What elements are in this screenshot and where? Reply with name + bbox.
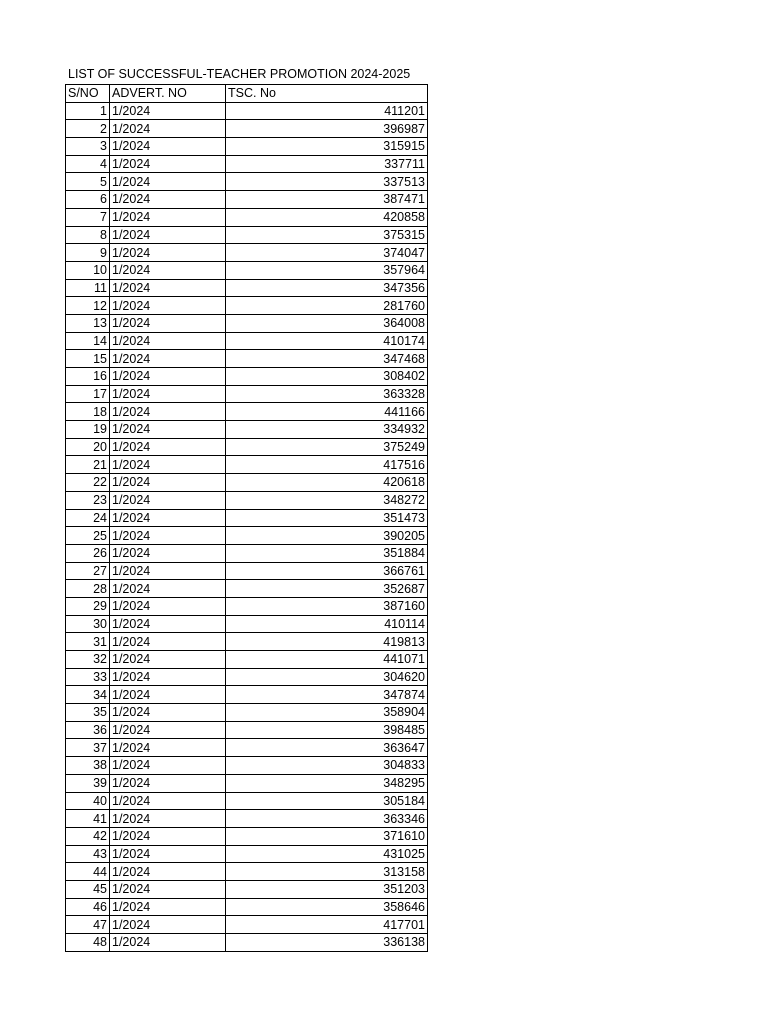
advert-no-cell: 1/2024 [110, 898, 226, 916]
advert-no-cell: 1/2024 [110, 527, 226, 545]
table-row [66, 651, 428, 669]
tsc-no-cell: 308402 [226, 368, 428, 386]
advert-no-cell: 1/2024 [110, 739, 226, 757]
sno-cell: 9 [66, 244, 110, 262]
advert-no-cell: 1/2024 [110, 403, 226, 421]
tsc-no-cell: 352687 [226, 580, 428, 598]
tsc-no-cell: 364008 [226, 314, 428, 332]
sno-cell: 7 [66, 208, 110, 226]
tsc-no-cell: 363346 [226, 810, 428, 828]
advert-no-cell: 1/2024 [110, 916, 226, 934]
tsc-no-cell: 348295 [226, 774, 428, 792]
sno-cell: 28 [66, 580, 110, 598]
tsc-no-cell: 374047 [226, 244, 428, 262]
tsc-no-cell: 313158 [226, 863, 428, 881]
tsc-no-cell: 348272 [226, 491, 428, 509]
tsc-no-cell: 441166 [226, 403, 428, 421]
advert-no-cell: 1/2024 [110, 191, 226, 209]
table-row [66, 704, 428, 722]
sno-cell: 15 [66, 350, 110, 368]
advert-no-cell: 1/2024 [110, 845, 226, 863]
sno-cell: 36 [66, 721, 110, 739]
table-row [66, 739, 428, 757]
sno-cell: 17 [66, 385, 110, 403]
advert-no-cell: 1/2024 [110, 279, 226, 297]
tsc-no-cell: 441071 [226, 651, 428, 669]
table-row [66, 527, 428, 545]
sno-cell: 2 [66, 120, 110, 138]
table-body [66, 102, 428, 951]
advert-no-cell: 1/2024 [110, 562, 226, 580]
advert-no-cell: 1/2024 [110, 757, 226, 775]
advert-no-cell: 1/2024 [110, 261, 226, 279]
advert-no-cell: 1/2024 [110, 456, 226, 474]
advert-no-cell: 1/2024 [110, 138, 226, 156]
table-row [66, 774, 428, 792]
table-row [66, 916, 428, 934]
sno-cell: 21 [66, 456, 110, 474]
tsc-no-cell: 371610 [226, 827, 428, 845]
tsc-no-cell: 347468 [226, 350, 428, 368]
sno-cell: 26 [66, 544, 110, 562]
tsc-no-cell: 304620 [226, 668, 428, 686]
tsc-no-cell: 363647 [226, 739, 428, 757]
table-row [66, 544, 428, 562]
sno-cell: 16 [66, 368, 110, 386]
advert-no-cell: 1/2024 [110, 721, 226, 739]
table-row [66, 244, 428, 262]
table-row [66, 438, 428, 456]
advert-no-cell: 1/2024 [110, 297, 226, 315]
table-row [66, 934, 428, 952]
sno-cell: 45 [66, 880, 110, 898]
advert-no-cell: 1/2024 [110, 244, 226, 262]
sno-cell: 10 [66, 261, 110, 279]
sno-cell: 11 [66, 279, 110, 297]
advert-no-cell: 1/2024 [110, 102, 226, 120]
tsc-no-cell: 315915 [226, 138, 428, 156]
tsc-no-cell: 375249 [226, 438, 428, 456]
table-row [66, 597, 428, 615]
advert-no-cell: 1/2024 [110, 173, 226, 191]
table-row [66, 208, 428, 226]
advert-no-cell: 1/2024 [110, 810, 226, 828]
table-row [66, 297, 428, 315]
table-row [66, 350, 428, 368]
table-row [66, 827, 428, 845]
advert-no-cell: 1/2024 [110, 155, 226, 173]
tsc-no-cell: 390205 [226, 527, 428, 545]
tsc-no-cell: 417516 [226, 456, 428, 474]
table-row [66, 615, 428, 633]
table-row [66, 491, 428, 509]
tsc-no-cell: 347356 [226, 279, 428, 297]
table-row [66, 721, 428, 739]
sno-cell: 22 [66, 474, 110, 492]
sno-cell: 5 [66, 173, 110, 191]
advert-no-cell: 1/2024 [110, 509, 226, 527]
sno-cell: 31 [66, 633, 110, 651]
tsc-no-cell: 398485 [226, 721, 428, 739]
table-row [66, 686, 428, 704]
table-row [66, 261, 428, 279]
tsc-no-cell: 281760 [226, 297, 428, 315]
advert-no-cell: 1/2024 [110, 208, 226, 226]
table-row [66, 898, 428, 916]
table-row [66, 368, 428, 386]
tsc-no-cell: 304833 [226, 757, 428, 775]
promotion-table [65, 84, 428, 952]
tsc-no-cell: 358904 [226, 704, 428, 722]
tsc-no-cell: 357964 [226, 261, 428, 279]
advert-no-cell: 1/2024 [110, 934, 226, 952]
tsc-no-cell: 358646 [226, 898, 428, 916]
advert-no-cell: 1/2024 [110, 314, 226, 332]
table-row [66, 279, 428, 297]
header-advert-no: ADVERT. NO [110, 85, 226, 103]
advert-no-cell: 1/2024 [110, 597, 226, 615]
sno-cell: 6 [66, 191, 110, 209]
table-row [66, 863, 428, 881]
advert-no-cell: 1/2024 [110, 438, 226, 456]
tsc-no-cell: 363328 [226, 385, 428, 403]
sno-cell: 40 [66, 792, 110, 810]
advert-no-cell: 1/2024 [110, 686, 226, 704]
sno-cell: 18 [66, 403, 110, 421]
advert-no-cell: 1/2024 [110, 332, 226, 350]
sno-cell: 23 [66, 491, 110, 509]
sno-cell: 4 [66, 155, 110, 173]
sno-cell: 8 [66, 226, 110, 244]
advert-no-cell: 1/2024 [110, 421, 226, 439]
tsc-no-cell: 387471 [226, 191, 428, 209]
table-row [66, 173, 428, 191]
sno-cell: 13 [66, 314, 110, 332]
table-row [66, 810, 428, 828]
advert-no-cell: 1/2024 [110, 668, 226, 686]
advert-no-cell: 1/2024 [110, 704, 226, 722]
table-row [66, 562, 428, 580]
sno-cell: 47 [66, 916, 110, 934]
advert-no-cell: 1/2024 [110, 615, 226, 633]
table-header-row [66, 85, 428, 103]
sno-cell: 35 [66, 704, 110, 722]
advert-no-cell: 1/2024 [110, 120, 226, 138]
tsc-no-cell: 337711 [226, 155, 428, 173]
table-row [66, 633, 428, 651]
tsc-no-cell: 334932 [226, 421, 428, 439]
table-row [66, 403, 428, 421]
sno-cell: 34 [66, 686, 110, 704]
tsc-no-cell: 419813 [226, 633, 428, 651]
table-row [66, 155, 428, 173]
sno-cell: 20 [66, 438, 110, 456]
sno-cell: 48 [66, 934, 110, 952]
tsc-no-cell: 351203 [226, 880, 428, 898]
sno-cell: 39 [66, 774, 110, 792]
sno-cell: 32 [66, 651, 110, 669]
tsc-no-cell: 417701 [226, 916, 428, 934]
sno-cell: 19 [66, 421, 110, 439]
tsc-no-cell: 396987 [226, 120, 428, 138]
tsc-no-cell: 387160 [226, 597, 428, 615]
table-row [66, 385, 428, 403]
tsc-no-cell: 410174 [226, 332, 428, 350]
sno-cell: 29 [66, 597, 110, 615]
sno-cell: 44 [66, 863, 110, 881]
advert-no-cell: 1/2024 [110, 385, 226, 403]
table-row [66, 792, 428, 810]
sno-cell: 37 [66, 739, 110, 757]
header-sno: S/NO [66, 85, 110, 103]
table-row [66, 880, 428, 898]
header-tsc-no: TSC. No [226, 85, 428, 103]
table-row [66, 138, 428, 156]
sno-cell: 46 [66, 898, 110, 916]
advert-no-cell: 1/2024 [110, 368, 226, 386]
table-row [66, 456, 428, 474]
table-row [66, 845, 428, 863]
advert-no-cell: 1/2024 [110, 474, 226, 492]
sno-cell: 41 [66, 810, 110, 828]
sno-cell: 43 [66, 845, 110, 863]
advert-no-cell: 1/2024 [110, 633, 226, 651]
tsc-no-cell: 431025 [226, 845, 428, 863]
sno-cell: 33 [66, 668, 110, 686]
tsc-no-cell: 351884 [226, 544, 428, 562]
advert-no-cell: 1/2024 [110, 580, 226, 598]
tsc-no-cell: 420858 [226, 208, 428, 226]
sno-cell: 3 [66, 138, 110, 156]
advert-no-cell: 1/2024 [110, 651, 226, 669]
document-title: LIST OF SUCCESSFUL-TEACHER PROMOTION 2024-2025 [68, 67, 411, 81]
table-row [66, 509, 428, 527]
advert-no-cell: 1/2024 [110, 792, 226, 810]
advert-no-cell: 1/2024 [110, 491, 226, 509]
advert-no-cell: 1/2024 [110, 880, 226, 898]
advert-no-cell: 1/2024 [110, 774, 226, 792]
sno-cell: 14 [66, 332, 110, 350]
table-row [66, 102, 428, 120]
table-row [66, 226, 428, 244]
table-row [66, 580, 428, 598]
table-row [66, 474, 428, 492]
sno-cell: 30 [66, 615, 110, 633]
sno-cell: 38 [66, 757, 110, 775]
advert-no-cell: 1/2024 [110, 350, 226, 368]
tsc-no-cell: 351473 [226, 509, 428, 527]
advert-no-cell: 1/2024 [110, 226, 226, 244]
table-row [66, 332, 428, 350]
sno-cell: 24 [66, 509, 110, 527]
sno-cell: 1 [66, 102, 110, 120]
table-row [66, 757, 428, 775]
tsc-no-cell: 410114 [226, 615, 428, 633]
sno-cell: 25 [66, 527, 110, 545]
sno-cell: 42 [66, 827, 110, 845]
sno-cell: 27 [66, 562, 110, 580]
tsc-no-cell: 366761 [226, 562, 428, 580]
table-row [66, 421, 428, 439]
tsc-no-cell: 375315 [226, 226, 428, 244]
table-row [66, 314, 428, 332]
sno-cell: 12 [66, 297, 110, 315]
tsc-no-cell: 420618 [226, 474, 428, 492]
advert-no-cell: 1/2024 [110, 863, 226, 881]
advert-no-cell: 1/2024 [110, 544, 226, 562]
tsc-no-cell: 347874 [226, 686, 428, 704]
table-row [66, 668, 428, 686]
table-row [66, 191, 428, 209]
tsc-no-cell: 411201 [226, 102, 428, 120]
tsc-no-cell: 305184 [226, 792, 428, 810]
table-row [66, 120, 428, 138]
tsc-no-cell: 337513 [226, 173, 428, 191]
advert-no-cell: 1/2024 [110, 827, 226, 845]
tsc-no-cell: 336138 [226, 934, 428, 952]
